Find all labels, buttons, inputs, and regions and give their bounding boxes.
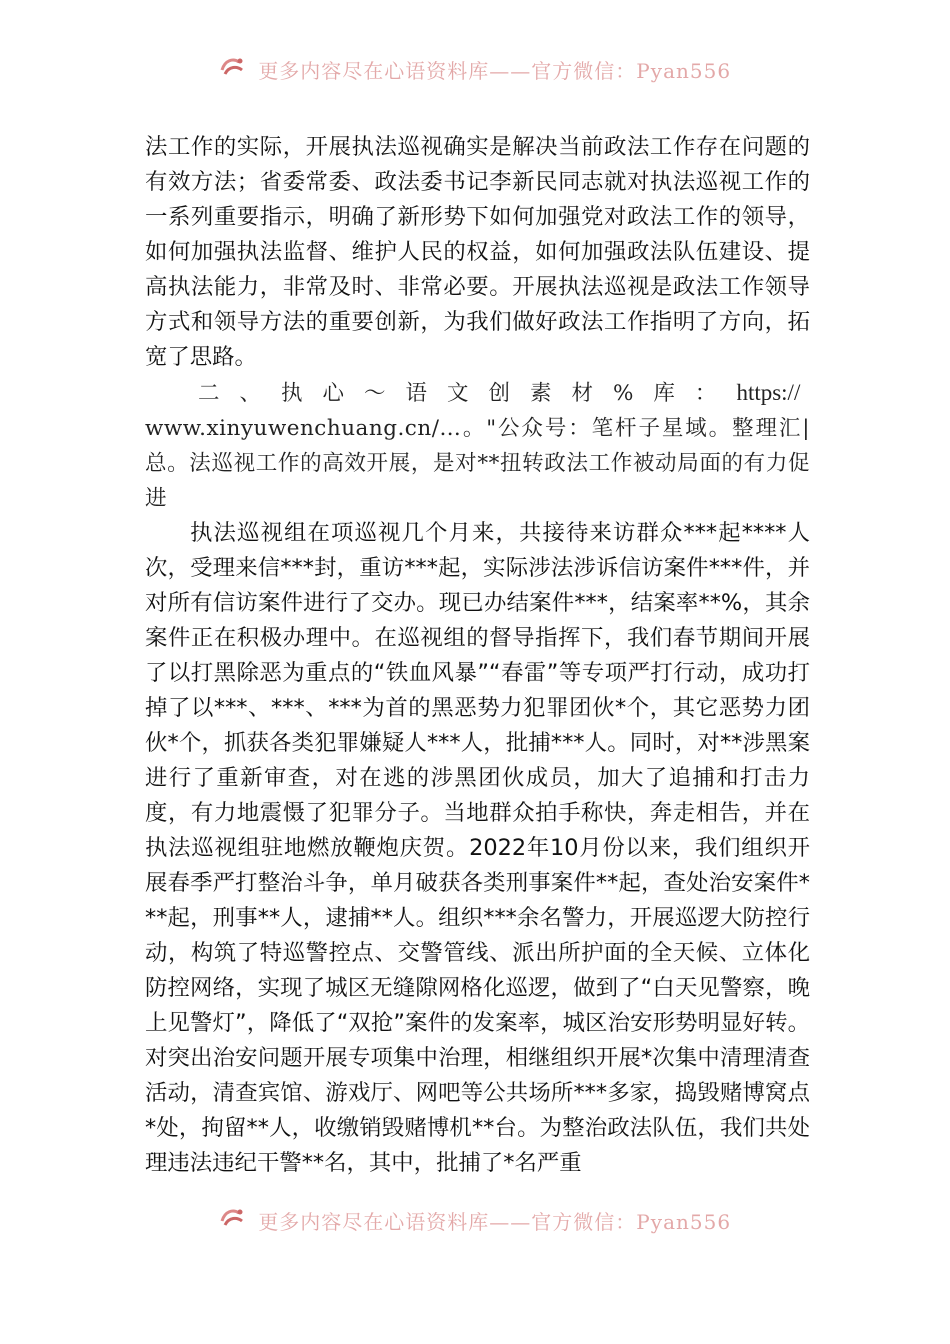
section-heading: [145, 375, 810, 516]
heading-rest: www.xinyuwenchuang.cn/…。"公众号：笔杆子星域。整理汇|总。法巡视工作的高效开展，是对**扭转政法工作被动局面的有力促进: [145, 416, 810, 511]
watermark-text: 更多内容尽在心语资料库——官方微信：Pyan556: [258, 59, 732, 83]
footer-watermark: [0, 1206, 950, 1246]
heading-url: https://: [736, 380, 801, 405]
header-watermark: [0, 55, 950, 95]
paragraph-1: 法工作的实际，开展执法巡视确实是解决当前政法工作存在问题的有效方法；省委常委、政法委书记李新民同志就对执法巡视工作的一系列重要指示，明确了新形势下如何加强党对政法工作的领导，如何加强执法监督、维护人民的权益，如何加强政法队伍建设、提高执法能力，非常及时、非常必要。开展执法巡视是政法工作领导方式和领导方法的重要创新，为我们做好政法工作指明了方向，拓宽了思路。: [145, 134, 810, 370]
document-body: [145, 130, 810, 1181]
logo-icon: [219, 56, 245, 83]
heading-prefix: 二、执心～语文创素材%库：: [198, 381, 737, 406]
logo-icon: [219, 1207, 245, 1234]
watermark-text: 更多内容尽在心语资料库——官方微信：Pyan556: [258, 1210, 732, 1234]
paragraph-2: 执法巡视组在项巡视几个月来，共接待来访群众***起****人次，受理来信***封，重访***起，实际涉法涉诉信访案件***件，并对所有信访案件进行了交办。现已办结案件***，结案率**%，其余案件正在积极办理中。在巡视组的督导指挥下，我们春节期间开展了以打黑除恶为重点的“铁血风暴”“春雷”等专项严打行动，成功打掉了以***、***、***为首的黑恶势力犯罪团伙*个，其它恶势力团伙*个，抓获各类犯罪嫌疑人***人，批捕***人。同时，对**涉黑案进行了重新审查，对在逃的涉黑团伙成员，加大了追捕和打击力度，有力地震慑了犯罪分子。当地群众拍手称快，奔走相告，并在执法巡视组驻地燃放鞭炮庆贺。2022年10月份以来，我们组织开展春季严打整治斗争，单月破获各类刑事案件**起，查处治安案件***起，刑事**人，逮捕**人。组织***余名警力，开展巡逻大防控行动，构筑了特巡警控点、交警管线、派出所护面的全天候、立体化防控网络，实现了城区无缝隙网格化巡逻，做到了“白天见警察，晚上见警灯”，降低了“双抢”案件的发案率，城区治安形势明显好转。对突出治安问题开展专项集中治理，相继组织开展*次集中清理清查活动，清查宾馆、游戏厅、网吧等公共场所***多家，捣毁赌博窝点*处，拘留**人，收缴销毁赌博机**台。为整治政法队伍，我们共处理违法违纪干警**名，其中，批捕了*名严重: [145, 520, 810, 1176]
